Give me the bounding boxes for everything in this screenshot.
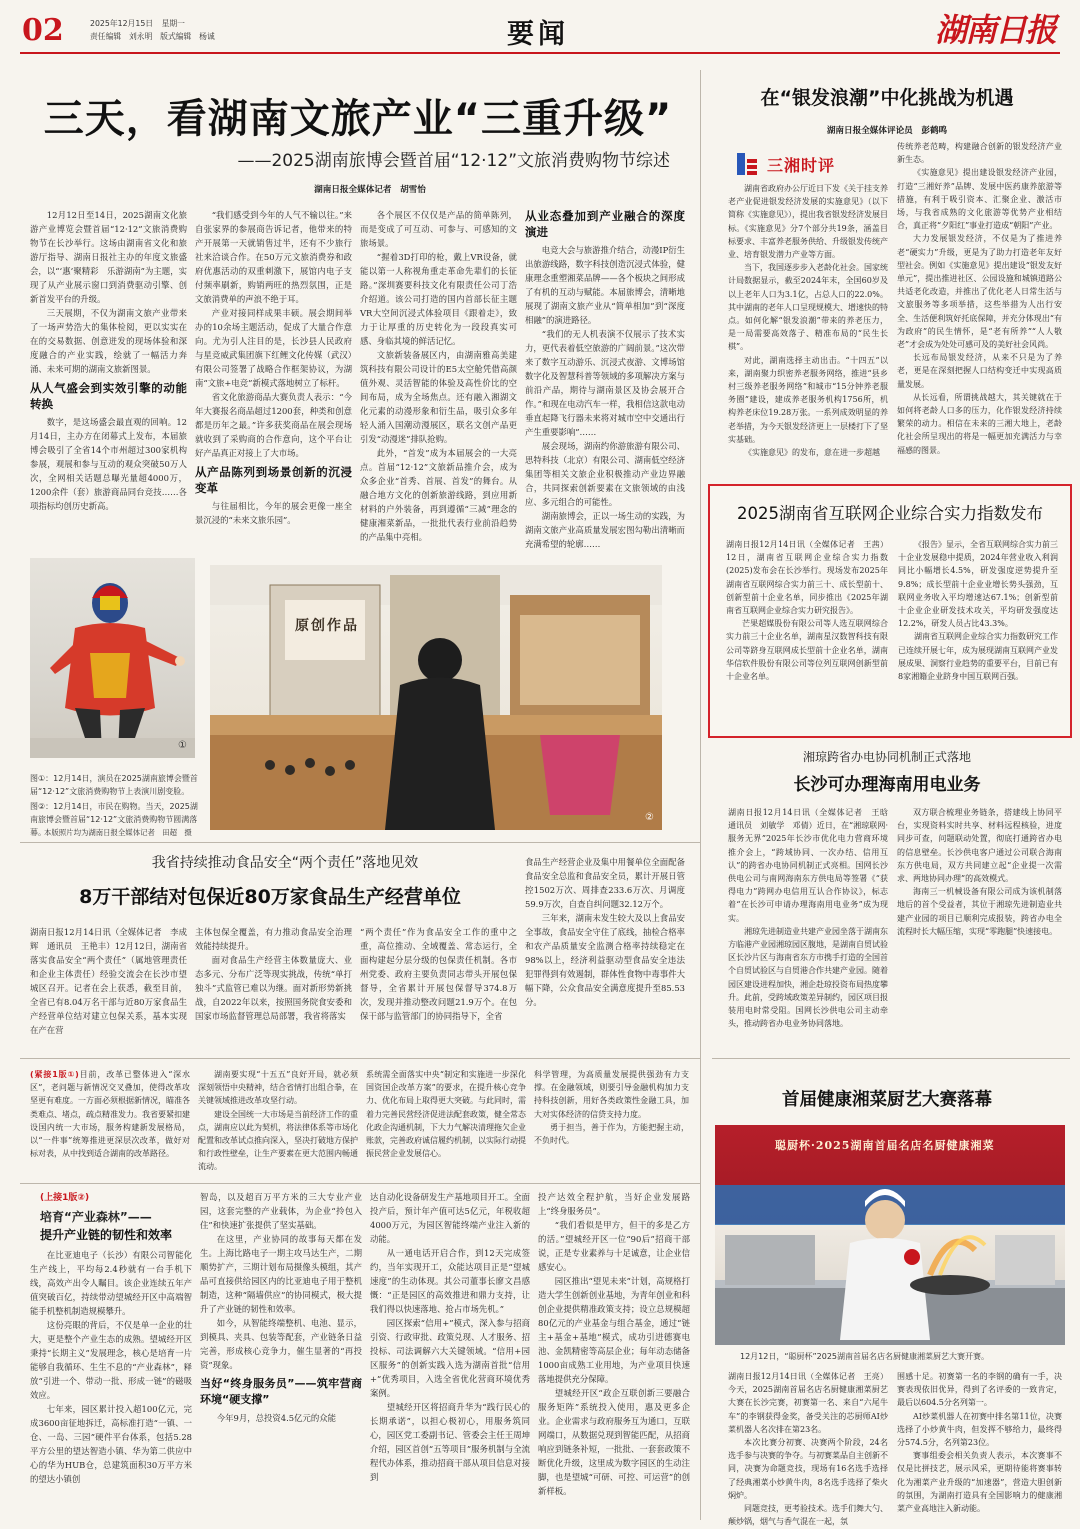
lead-c2-p4: 与往届相比，今年的展会更像一座全景沉浸的“未来文旅乐园”。 bbox=[195, 501, 352, 525]
cont2-c2-p3: 如今，从智能终端整机、电池、显示，到模具、夹具、包装等配套，产业链条日益完善，形成核心竞争力，催生显著的“再投资”现象。 bbox=[200, 1318, 362, 1370]
cont2-c3-p3: 园区探索“信用+”模式，深入参与招商引资、行政审批、政策兑现、人才服务、招投标、司法调解六大关键领域。“信用+园区服务”的创新实践入选为湖南首批“信用+”优秀项目，入选全省优化营商环境优秀案例。 bbox=[370, 1318, 530, 1398]
cont2-c4-p4: 望城经开区“政企互联创新三要融合服务矩阵”系统投入使用，惠及更多企业。企业需求与政府服务互为通口，互联网端口，从数据兑现到智能匹配，从招商响应到链条补短，一批批、一套套政策不断优化升级，这里成为数字园区的生动注脚，也是望城“可研、可控、可运营”的创新样板。 bbox=[538, 1388, 690, 1496]
cont2-c3-p2: 从一通电话开启合作，到12天完成签约，当年实现开工，众能达项目正是“望城速度”的生动体现。其公司董事长廖文昌感慨：“正是园区的高效推进和鼎力支持，让我们得以快速落地、抢占市场先机。” bbox=[370, 1248, 530, 1314]
cont1-jump-label: (紧接1版①) bbox=[30, 1070, 79, 1079]
photo-credit: 本版照片均为湖南日报全媒体记者 田超 摄 bbox=[44, 828, 192, 837]
cont1-c3-p1: 系统需全面落实中央“制定和实施进一步深化国资国企改革方案”的要求，在提升核心竞争力、优化布局上取得更大突破。与此同时，需着力完善民营经济促进法配套政策，健全常态化政企沟通机制，下大力气解决清理拖欠企业账款，完善政府诚信履约机制，以实际行动提振民营企业发展信心。 bbox=[366, 1070, 526, 1159]
lead-c4-p2: “我们的无人机表演不仅展示了技术实力，更代表着低空旅游的广阔前景。”这次带来了数字互动游乐、沉浸式夜游、文博场馆数字化及智慧科普等领域的多项解决方案与前沿产品，期待与湖南景区及协会展开合作。”和现在电动汽车一样，我相信这款电动垂直起降飞行器未来将对城市空中交通出行产生重要影响”…… bbox=[525, 329, 685, 437]
weekday-text: 星期一 bbox=[161, 19, 185, 28]
commentary-c2-p1: 传统养老范畴，构建融合创新的银发经济产业新生态。 bbox=[897, 142, 1062, 165]
sanxiang-logo-text: 三湘时评 bbox=[767, 156, 836, 175]
section-title: 要闻 bbox=[507, 19, 569, 50]
date-text: 2025年12月15日 bbox=[90, 19, 154, 28]
power-column-1 bbox=[728, 806, 896, 1051]
cont2-column-2 bbox=[200, 1190, 362, 1523]
commentary-c1-p4: 《实施意见》的发布，意在进一步超越 bbox=[744, 448, 880, 458]
lead-column-3 bbox=[360, 208, 517, 553]
cont2-jump-label: (上接1版②) bbox=[40, 1193, 90, 1203]
performer-illustration bbox=[30, 558, 195, 758]
food-column-1 bbox=[30, 925, 187, 1050]
lead-c4-p1: 电竞大会与旅游推介结合，动漫IP衍生出旅游线路，数字科技创造沉浸式体验，健康理念重塑湘菜品牌——各个板块之间形成了有机的互动与赋能。本届旅博会，清晰地展现了湖南文旅产业从“简单相加”到“深度相融”的演进路径。 bbox=[525, 245, 685, 325]
food-title: 8万干部结对包保近80万家食品生产经营单位 bbox=[79, 886, 461, 908]
lead-c2-p3: 省文化旅游商品大赛负责人表示：“今年大赛报名商品超过1200套，种类和创意都是历年之最。”许多获奖商品在展会现场就收到了采购商的合作意向，这个平台让好产品真正对接上了大市场。 bbox=[195, 392, 352, 458]
lead-title: 三天，看湖南文旅产业“三重升级” bbox=[43, 96, 673, 142]
internet-index-box bbox=[708, 484, 1072, 738]
food-column-2 bbox=[195, 925, 352, 1050]
commentary-c2-p5: 从长远看，所谓挑战越大，其关键就在于如何将老龄人口多的压力，化作银发经济持续繁荣的动力。相信在未来的三湘大地上，老龄化社会所呈现出的将是一幅更加充满活力与幸福感的图景。 bbox=[897, 392, 1062, 455]
page-number: 02 bbox=[22, 13, 64, 48]
commentary-column-2 bbox=[897, 140, 1062, 472]
shopping-illustration bbox=[210, 565, 662, 830]
food-c3-p1: “两个责任”作为食品安全工作的重中之重，高位推动、全域覆盖、常态运行，全面构建起分层分级的包保责任机制。各市州党委、政府主要负责同志带头开展包保督导，全省累计开展包保督导374.8万次，发现并推动整改问题21.9万个。在包保干部与监管部门的协同指导下，全省 bbox=[360, 927, 517, 1021]
cuisine-column-1 bbox=[728, 1370, 888, 1525]
lead-subhead-2: 从产品陈列到场景创新的沉浸变革 bbox=[195, 465, 352, 495]
lead-c2-p2: 产业对接同样成果丰硕。展会期间举办的10余场主题活动，促成了大量合作意向。尤为引人注目的是，长沙县人民政府与星竞威武集团旗下红鲤文化传媒（武汉）有限公司签署了战略合作框架协议，为湖南“文旅+电竞”新模式落地树立了标杆。 bbox=[195, 308, 352, 388]
photo2-marker: ② bbox=[645, 812, 654, 823]
food-column-4 bbox=[525, 855, 685, 1050]
cuisine-illustration bbox=[715, 1125, 1065, 1345]
lead-column-4 bbox=[525, 208, 685, 553]
lead-c4-p4: 湖南旅博会，正以一场生动的实践，为湖南文旅产业高质量发展宏图勾勒出清晰而充满希望的轮廓…… bbox=[525, 511, 685, 549]
food-c2-p2: 面对食品生产经营主体数量庞大、业态多元、分布广泛等现实挑战，传统“单打独斗”式监管已难以为继。面对新形势新挑战，自2022年以来，按照国务院食安委和国家市场监督管理总局部署，我省将落实 bbox=[195, 955, 352, 1021]
cont2-c3-p4: 望城经开区将招商升华为“践行民心的长期承诺”，以担心极初心，用服务筑同心，园区党工委副书记、管委会主任王周坤介绍，园区首创“五等项目”服务机制与全流程代办体系，推动招商干部从项目信息对接到 bbox=[370, 1402, 530, 1482]
commentary-c1-p2: 当下，我国逐步步入老龄化社会。国家统计局数据显示，截至2024年末，全国60岁及以上老年人口为3.1亿，占总人口的22.0%。其中湖南的老年人口呈现规模大、增速快的特点。如何化解“银发浪潮”带来的养老压力，是一局需要高效落子、精准布局的“民生长棋”。 bbox=[728, 263, 888, 352]
masthead bbox=[0, 0, 1080, 60]
sanxiang-logo bbox=[735, 150, 870, 178]
lead-column-2 bbox=[195, 208, 352, 553]
cont2-c1-p3: 七年来，园区累计投入超100亿元，完成3600亩征地拆迁，高标准打造“一镇、一仓、一岛、三园”硬件平台体系，包括5.28平方公里的望达智造小镇、华为第二供应中心的华为HUB仓，总建筑面积30万平方米的望达小镇创 bbox=[30, 1404, 192, 1484]
commentary-byline: 湖南日报全媒体评论员 彭鹤鸣 bbox=[826, 126, 948, 136]
cont1-c2-p2: 建设全国统一大市场是当前经济工作的重点，湖南应以此为契机，将法律体系等市场化配置和改革试点推向深入，坚决打破地方保护和行政性壁垒，让生产要素在更大范围内畅通流动。 bbox=[198, 1109, 358, 1172]
lead-c3-p4: 此外，“首发”成为本届展会的一大亮点。首届“12·12”文旅新品推介会，成为众多企业“首秀、首展、首发”的舞台。从融合地方文化的创新旅游线路，到应用新材料的户外装备，再到遵循“三减”理念的健康湘菜新品，一批批代表行业前沿趋势的产品集中亮相。 bbox=[360, 448, 517, 542]
internet-c2-p1: 《报告》显示，全省互联网综合实力前三十企业发展稳中提质，2024年营业收入利润同比小幅增长4.5%，研发强度逆势提升至9.8%；成长型前十企业业增长势头强劲，互联网业务收入平均增速达67.1%；创新型前十企业企业研发技术攻关，平均研发强度达12.2%，研发人员占比43.3%。 bbox=[898, 540, 1058, 629]
internet-c1-p2: 芒果超媒股份有限公司等人选互联网综合实力前三十企业名单，湖南星汉数智科技有限公司等跻身互联网成长型前十企业名单，湖南华信软件股份有限公司等位列互联网创新型前十企业名单。 bbox=[726, 619, 888, 682]
internet-index-column-1 bbox=[726, 538, 888, 733]
cuisine-photo-caption: 12月12日，“聪厨杯”2025湖南首届名店名厨健康湘菜厨艺大赛开赛。 bbox=[740, 1352, 990, 1361]
cuisine-c1-p2: 本次比赛分初赛、决赛两个阶段，24名选手参与决赛的争夺。与初赛菜品自主创新不同，决赛为命题竞技，现场有16名选手选择了经典湘菜小炒黄牛肉，8名选手选择了柴火焖炉。 bbox=[728, 1438, 888, 1500]
cont1-column-4 bbox=[534, 1068, 689, 1178]
photo1-marker: ① bbox=[178, 740, 187, 751]
cont2-c3-p1: 达自动化设备研发生产基地项目开工。全面投产后，预计年产值可达5亿元，年税收超4000万元，为园区智能终端产业注入新的动能。 bbox=[370, 1192, 530, 1244]
cont1-column-3 bbox=[366, 1068, 526, 1178]
lead-c3-p3: 文旅新装备展区内，由湖南雅高美建筑科技有限公司设计的E5太空舱凭借高颜值外观、灵活智能的体验及高性价比的空间布局，成为全场焦点。还有融入湘湖文化元素的动漫形象和衍生品，吸引众多年轻人涌入国潮动漫展区，联名文创产品更引发“动漫迷”排队抢购。 bbox=[360, 350, 517, 444]
commentary-column-1 bbox=[728, 182, 888, 472]
cuisine-c1-p1: 湖南日报12月14日讯（全媒体记者 王亮）今天，2025湖南首届名店名厨健康湘菜厨艺大赛在长沙完赛，初赛第一名、来自“六尾牛车”的李钢获得金奖，备受关注的芯厨师AI炒菜机器人名次排在第23名。 bbox=[728, 1372, 888, 1434]
internet-index-column-2 bbox=[898, 538, 1058, 733]
cont2-c4-p1: 投产达效全程护航，当好企业发展路上“终身服务员”。 bbox=[538, 1192, 690, 1216]
cuisine-c2-p3: 赛事组委会相关负责人表示，本次赛事不仅是比拼技艺，展示风采，更期待能将赛事转化为湘菜产业升级的“加速器”，营造大胆创新的氛围，为湖南打造具有全国影响力的健康湘菜产业高地注入新动能。 bbox=[897, 1451, 1062, 1514]
cont2-c1-p2: 这份亮眼的背后，不仅是单一企业的壮大，更是整个产业生态的成熟。望城经开区秉持“长期主义”发展理念，核心是培育一片能够自我循环、生生不息的“产业森林”，释放“引进一个、带动一批、形成一链”的磁吸效应。 bbox=[30, 1320, 192, 1400]
food-column-3 bbox=[360, 925, 517, 1050]
power-c1-p2: 湘琼先进制造业共建产业园坐落于湖南东方临港产业园湘琼园区腹地，是湖南自贸试验区长沙片区与海南省东方市携手打造的全国首个自贸试验区与自贸港合作共建产业园。随着园区建设进程加快，湘企赴琼投资布局热度攀升。此前，受跨域政策差异制约，园区项目报装用电时常受阻。国网长沙供电公司主动牵头，推动跨省办电业务协同落地。 bbox=[728, 926, 888, 1029]
lead-byline: 湖南日报全媒体记者 胡雪怡 bbox=[314, 185, 426, 195]
food-c4-p1: 食品生产经营企业及集中用餐单位全面配备食品安全总监和食品安全员，累计开展日管控1502万次、周排查233.6万次、月调度59.9万次，自查自纠问题32.12万个。 bbox=[525, 857, 685, 909]
lead-subhead-1: 从人气盛会到实效引擎的动能转换 bbox=[30, 381, 187, 411]
lead-c2-p1: “我们感受到今年的人气不输以往。”来自张家界的参展商告诉记者，他带来的特产开展第一天就销售过半，还有不少旅行社来洽谈合作。在50万元文旅消费券和政府优惠活动的双重刺激下，展馆内电子支付频率刷新，购销两旺的热烈氛围，正是文旅消费单的声浪不绝于耳。 bbox=[195, 210, 352, 304]
cont2-column-1 bbox=[30, 1248, 192, 1523]
cont1-bottom-rule bbox=[20, 1183, 700, 1184]
lead-c1-p2: 三天展期，不仅为湖南文旅产业带来了一场声势浩大的集体检阅，更以实实在在的交易数据、创意迸发的现场体验和深度融合的产业实践，绘就了一幅活力奔涌、未来可期的湖南文旅新图景。 bbox=[30, 308, 187, 374]
cont2-subhead: 当好“终身服务员”——筑牢营商环境“硬支撑” bbox=[200, 1377, 362, 1406]
power-bottom-rule bbox=[712, 1058, 1070, 1059]
commentary-c2-p4: 长远布局银发经济，从来不只是为了养老，更是在深刻把握人口结构变迁中实现高质量发展。 bbox=[897, 353, 1062, 389]
lead-c4-p3: 展会现场，湖南约你游旅游有限公司、思特科技（北京）有限公司、湖南低空经济集团等相关文旅企业积极推动产业边界融合，共同探索创新要素在文旅领域的由浅应、多元组合的可能性。 bbox=[525, 441, 685, 507]
food-c2-p1: 主体包保全覆盖，有力推动食品安全治理效能持续提升。 bbox=[195, 927, 352, 951]
food-c1-p1: 湖南日报12月14日讯（全媒体记者 李成辉 通讯员 王艳丰）12月12日，湖南省落实食品安全“两个责任”（属地管理责任和企业主体责任）经验交流会在长沙市望城区召开。记者在会上获悉，截至目前，全省已有8.04万名干部与近80万家食品生产经营单位结对建立包保关系，基本实现在产在营 bbox=[30, 927, 187, 1035]
cont1-column-2 bbox=[198, 1068, 358, 1178]
lead-column-1 bbox=[30, 208, 187, 608]
power-c2-p1: 双方联合梳理业务链条，搭建线上协同平台，实现资料实时共享、材料远程核验，进度同步可查，问题联动处置，彻底打通跨省办电的信息壁垒。长沙供电客户通过公司联合海南东方供电局，双方共同建立起“企业提一次需求、两地协同办理”的高效模式。 bbox=[897, 808, 1062, 884]
cuisine-c1-p3: 同题竞技，更考验技术。选手们舞大勺、颠炒锅，烟气与香气混在一起，氛 bbox=[728, 1504, 888, 1527]
cuisine-c2-p2: AI炒菜机器人在初赛中排名第11位，决赛选择了小炒黄牛肉，但发挥不够给力，最终得分574.5分，名列第23位。 bbox=[897, 1411, 1062, 1448]
booth-sign: 原创作品 bbox=[295, 618, 359, 634]
newspaper-logo: 湖南日报 bbox=[935, 11, 1056, 49]
food-bottom-rule bbox=[20, 1058, 700, 1059]
lead-bottom-rule bbox=[20, 842, 700, 843]
lead-subhead-3: 从业态叠加到产业融合的深度演进 bbox=[525, 209, 685, 239]
section-divider bbox=[700, 70, 701, 1520]
cont2-c1-p1: 在比亚迪电子（长沙）有限公司智能化生产线上，平均每2.4秒就有一台手机下线，高效产出令人瞩目。该企业连续五年产值突破百亿，持续带动望城经开区中高端智能手机整机制造规模攀升。 bbox=[30, 1250, 192, 1316]
commentary-title: 在“银发浪潮”中化挑战为机遇 bbox=[760, 87, 1014, 109]
cont2-kicker: 培育“产业森林”—— bbox=[40, 1210, 152, 1224]
internet-c1-p1: 湖南日报12月14日讯（全媒体记者 王茜）12日，湖南省互联网企业综合实力指数(2025)发布会在长沙举行。现场发布2025年湖南省互联网综合实力前三十、成长型前十、创新型前十企业名单，同步推出《2025年湖南省互联网企业综合实力研究报告》。 bbox=[726, 540, 888, 616]
cuisine-column-2 bbox=[897, 1370, 1062, 1525]
photo1-caption: 图①：12月14日，演员在2025湖南旅博会暨首届“12·12”文旅消费购物节上表演川剧变脸。 bbox=[30, 774, 198, 796]
lead-subtitle: ——2025湖南旅博会暨首届“12·12”文旅消费购物节综述 bbox=[237, 151, 670, 171]
photo-cuisine bbox=[715, 1125, 1065, 1345]
issue-date bbox=[90, 18, 185, 29]
lead-c1-p1: 12月12日至14日，2025湖南文化旅游产业博览会暨首届“12·12”文旅消费购物节在长沙举行。这场由湖南省文化和旅游厅指导、湖南日报社主办的年度文旅盛会，以“‘惠’聚精彩 乐游湖南”为主题，实现了从产业展示窗口到消费驱动引擎、创新首发平台的升级。 bbox=[30, 210, 187, 304]
cont2-column-3 bbox=[370, 1190, 530, 1523]
internet-c2-p2: 湖南省互联网企业综合实力指数研究工作已连续开展七年，成为展现湖南互联网产业发展成果、洞察行业趋势的重要平台，目前已有8家湘籍企业跻身中国互联网百强。 bbox=[898, 632, 1058, 682]
food-kicker: 我省持续推动食品安全“两个责任”落地见效 bbox=[151, 855, 419, 871]
contest-banner-text: 聪厨杯·2025湖南首届名店名厨健康湘菜 bbox=[775, 1139, 995, 1152]
cont1-c4-p2: 勇于担当，善于作为，方能把握主动，不负时代。 bbox=[534, 1122, 689, 1146]
cont2-headline: 提升产业链的韧性和效率 bbox=[40, 1228, 173, 1242]
cont1-c4-p1: 科学管理，为高质量发展提供强劲有力支撑。在金融领域，则要引导金融机构加力支持科技创新，用好各类政策性金融工具，加大对实体经济的信贷支持力度。 bbox=[534, 1070, 689, 1119]
power-title: 长沙可办理海南用电业务 bbox=[793, 775, 981, 795]
commentary-c1-p1: 湖南省政府办公厅近日下发《关于挂支养老产业促进银发经济发展的实施意见》（以下简称《实施意见》），提出我省银发经济发展目标。《实施意见》分7个部分共19条，涵盖目标要求、丰富养老服务供给、升级银发传统产业、培育银发潜力产业等方面。 bbox=[728, 184, 888, 260]
commentary-c2-p2: 《实施意见》提出建设银发经济产业园，打造“三湘好养”品牌、发展中医药康养旅游等措施，有利于吸引资本、汇聚企业、激活市场，与我省成熟的文化旅游等优势产业相结合，真正将“夕阳红”事业打造成“朝阳”产业。 bbox=[897, 168, 1062, 231]
power-column-2 bbox=[897, 806, 1062, 1051]
cuisine-c2-p1: 围感十足。初赛第一名的李钢的确有一手，决赛表现依旧优异，得到了名评委的一致肯定，最后以604.5分名列第一。 bbox=[897, 1372, 1062, 1408]
cuisine-title: 首届健康湘菜厨艺大赛落幕 bbox=[782, 1090, 992, 1110]
cont2-column-4 bbox=[538, 1190, 690, 1523]
lead-c3-p1: 各个展区不仅仅是产品的简单陈列，而是变成了可互动、可参与、可感知的文旅场景。 bbox=[360, 210, 517, 248]
cont2-c4-p3: 园区推出“望见未来”计划，高规格打造大学生创新创业基地，为青年创业和科创企业提供精准政策支持；设立总规模超80亿元的产业基金与组合基金，通过“链主+基金+基地”模式，成功引进德赛电池、金凯精密等高层企业；每年动态储备1000亩成熟工业用地，为产业项目快速落地提供充分保障。 bbox=[538, 1276, 690, 1384]
cont1-column-1 bbox=[30, 1068, 190, 1178]
sanxiang-logo-icon bbox=[735, 151, 761, 177]
cont2-c2-p2: 在这里，产业协同的故事每天都在发生。上海比路电子一期主攻马达生产，二期顺势扩产，三期计划布局摄像头模组，其产品可直接供给园区内的比亚迪电子用于整机制造，这种“隔墙供应”的协同模式，极大提升了产业链的韧性和效率。 bbox=[200, 1234, 362, 1314]
power-c1-p1: 湖南日报12月14日讯（全媒体记者 王晗 通讯员 刘敏学 邓倩）近日，在“湘琼联网·服务无界”2025年长沙市优化电力营商环境推介会上，“跨域协同、一次办结、信用互认”的跨省办电协同机制正式亮相。国网长沙供电公司与南网海南东方供电局等签署《“获得电力”跨网办电信用互认合作协议》，标志着“在长沙可申请办理海南用电业务”成为现实。 bbox=[728, 808, 896, 923]
power-c2-p2: 海南三一机械设备有限公司成为该机制落地后的首个受益者，其位于湘琼先进制造业共建产业园的项目已顺利完成报装，跨省办电全流程时长大幅压缩，实现“零跑腿”快速接电。 bbox=[897, 887, 1062, 936]
lead-c1-p3: 数字，是这场盛会最直观的回响。12月14日，主办方在闭幕式上发布，本届旅博会吸引了全省14个市州超过300家机构参展，观展和参与互动的观众突破50万人次，全网相关话题总曝光量超4000万，1200余件（套）旅游商品同台竞技……各项指标均创历史新高。 bbox=[30, 417, 187, 511]
internet-index-title: 2025湖南省互联网企业综合实力指数发布 bbox=[737, 504, 1043, 523]
commentary-c1-p3: 对此，湖南选择主动出击。“十四五”以来，湖南聚力织密养老服务网络，推进“县乡村三级养老服务网络”和城市“15分钟养老服务圈”建设，建成养老服务机构1756所，机构养老床位19.28万张。一系列成效明显的养老举措，为今天银发经济更上一层楼打下了坚实基础。 bbox=[728, 355, 888, 444]
cont1-c2-p1: 湖南要实现“十五五”良好开局，就必须深刻领悟中央精神，结合省情打出组合拳，在关键领域推进改革攻坚行动。 bbox=[198, 1070, 358, 1106]
commentary-c2-p3: 大力发展银发经济，不仅是为了推进养老“硬实力”升级，更是为了助力打造老年友好型社会。例如《实施意见》提出建设“银发友好单元”，提出推进社区、公园设施和城镇道路公共适老化改造，并推出了优化老人日常生活与文旅服务等多项举措，这些举措为人出行安全、生活便利筑好托底保障，并充分体现出“有为政府”的民生情怀，是“老有所养”“人人敬老”才会成为处处可感可及的美好社会风尚。 bbox=[897, 234, 1062, 350]
cont2-c2-p4: 今年9月，总投资4.5亿元的众能 bbox=[216, 1413, 336, 1423]
cont2-c2-p1: 智岛，以及超百万平方米的三大专业产业园，这套完整的产业载体，为企业“拎包入住”和快速扩张提供了坚实基础。 bbox=[200, 1192, 362, 1230]
photo-performer bbox=[30, 558, 195, 758]
photo-shopping bbox=[210, 565, 662, 830]
lead-c3-p2: “握着3D打印的枪，戴上VR设备，就能以第一人称视角重走革命先辈们的长征路。”深圳赛要科技文化有限责任公司丁浩介绍道。该公司打造的国内首部长征主题VR大空间沉浸式体验项目《跟着走》，致力于让厚重的历史转化为一段段真实可感、身临其境的鲜活记忆。 bbox=[360, 252, 517, 346]
cont1-c1-p1: 目前，改革已整体进入“深水区”，老问题与新情况交叉叠加，使得改革攻坚更有难度。一方面必须根据新情况，瞄准各类难点、堵点，疏点精准发力。我省要紧扣建设国内统一大市场，服务构建新发展格局，以“一件事”统筹推进更深层次改革，做好对标对表，从中找到适合湖南的改革路径。 bbox=[30, 1070, 191, 1159]
editors-line: 责任编辑 刘永明 版式编辑 杨诚 bbox=[90, 32, 215, 41]
food-c4-p2: 三年来，湖南未发生较大及以上食品安全事故，食品安全守住了底线，抽检合格率和农产品质量安全监测合格率持续稳定在98%以上，经济利益驱动型食品安全违法犯罪得到有效遏制，群体性食物中毒事件大幅下降，公众食品安全满意度提升至85.53分。 bbox=[525, 913, 685, 1007]
cont2-c4-p2: “我们看似是甲方，但干的多是乙方的活。”望城经开区一位“90后”招商干部说，正是专业素养与十足诚意，让企业信感安心。 bbox=[538, 1220, 690, 1272]
photo2-caption: 图②：12月14日，市民在购物。当天，2025湖南旅博会暨首届“12·12”文旅消费购物节圆满落幕。 bbox=[30, 802, 198, 837]
masthead-rule bbox=[20, 52, 1060, 54]
power-kicker: 湘琼跨省办电协同机制正式落地 bbox=[802, 750, 971, 764]
